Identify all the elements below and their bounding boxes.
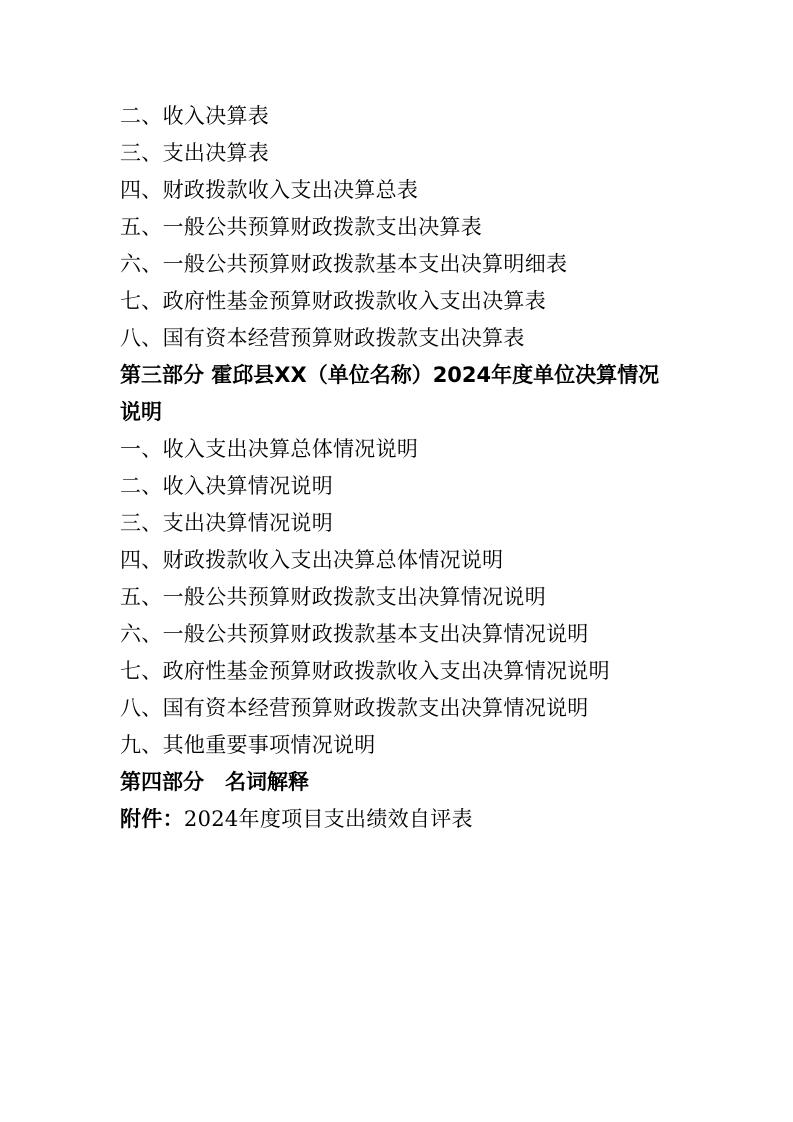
- toc-item: 一、收入支出决算总体情况说明: [120, 437, 419, 461]
- toc-item: 四、财政拨款收入支出决算总表: [120, 178, 419, 202]
- toc-item: 二、收入决算情况说明: [120, 474, 333, 498]
- attachment-text: 2024年度项目支出绩效自评表: [183, 807, 473, 831]
- toc-item: 六、一般公共预算财政拨款基本支出决算情况说明: [120, 622, 589, 646]
- toc-item: 七、政府性基金预算财政拨款收入支出决算表: [120, 289, 546, 313]
- toc-item: 九、其他重要事项情况说明: [120, 733, 376, 757]
- toc-item: 四、财政拨款收入支出决算总体情况说明: [120, 548, 504, 572]
- part4-heading: 第四部分 名词解释: [120, 770, 309, 794]
- part3-heading: 第三部分 霍邱县XX（单位名称）2024年度单位决算情况说明: [120, 363, 660, 424]
- toc-item: 二、收入决算表: [120, 104, 270, 128]
- toc-item: 三、支出决算情况说明: [120, 511, 333, 535]
- toc-item: 五、一般公共预算财政拨款支出决算表: [120, 215, 483, 239]
- toc-item: 五、一般公共预算财政拨款支出决算情况说明: [120, 585, 546, 609]
- attachment-line: [120, 801, 690, 838]
- table-of-contents: [120, 98, 690, 838]
- toc-item: 六、一般公共预算财政拨款基本支出决算明细表: [120, 252, 568, 276]
- toc-item: 八、国有资本经营预算财政拨款支出决算表: [120, 326, 525, 350]
- toc-item: 七、政府性基金预算财政拨款收入支出决算情况说明: [120, 659, 610, 683]
- toc-item: 八、国有资本经营预算财政拨款支出决算情况说明: [120, 696, 589, 720]
- attachment-label: 附件：: [120, 807, 184, 831]
- toc-item: 三、支出决算表: [120, 141, 270, 165]
